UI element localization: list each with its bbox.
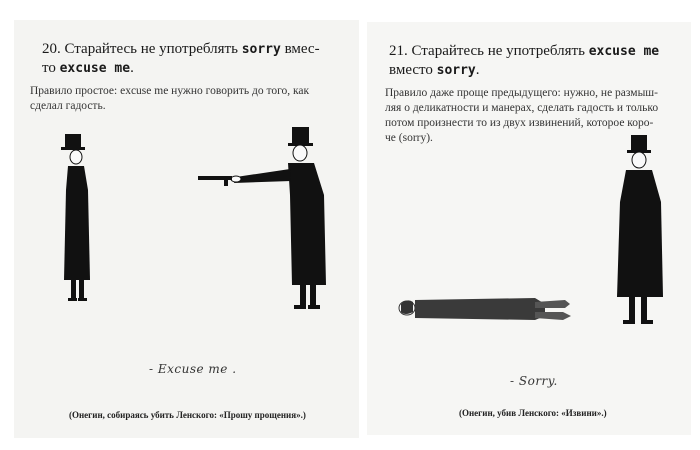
rule-20-caption: (Онегин, собираясь убить Ленского: «Прошу прощения».) — [69, 410, 306, 420]
onegin-aiming-figure — [196, 125, 331, 315]
handwritten-sorry: - Sorry. — [510, 374, 558, 388]
rule-20-heading: 20. Старайтесь не употреблять sorry вмес- то excuse me. — [42, 41, 320, 76]
right-page — [367, 22, 691, 435]
left-page — [14, 20, 359, 438]
lensky-figure — [54, 130, 104, 305]
rule-20-body: Правило простое: excuse me нужно говорить до того, как сделал гадость. — [30, 85, 310, 112]
rule-21-caption: (Онегин, убив Ленского: «Извини».) — [459, 408, 607, 418]
lensky-lying-figure — [395, 290, 575, 330]
onegin-standing-figure — [611, 132, 671, 332]
rule-21-heading: 21. Старайтесь не употреблять excuse me вместо sorry. — [389, 43, 660, 78]
rule-21-body: Правило даже проще предыдущего: нужно, не размыш- ляя о деликатности и манерах, сделать гадость и только потом произнести то из двух извинений, которое коро- че (sorry). — [385, 87, 659, 144]
handwritten-excuse-me: - Excuse me . — [149, 362, 237, 376]
